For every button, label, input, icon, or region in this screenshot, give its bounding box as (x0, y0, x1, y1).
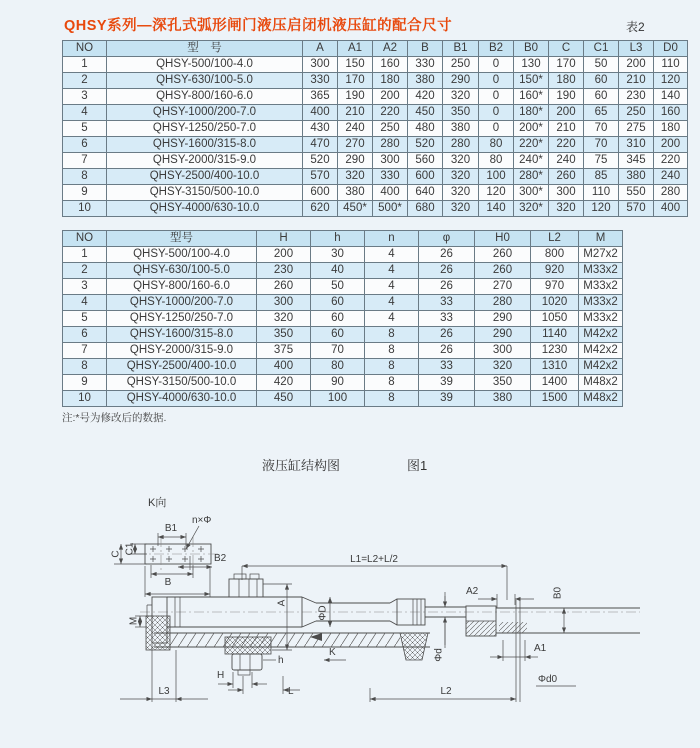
value-cell: 250 (619, 105, 654, 121)
value-cell: 9 (63, 375, 107, 391)
table-header-row (63, 231, 623, 247)
value-cell: 4 (365, 311, 419, 327)
table-row (63, 89, 688, 105)
table-row (63, 153, 688, 169)
model-cell: QHSY-1600/315-8.0 (107, 137, 303, 153)
value-cell: 320* (514, 201, 549, 217)
value-cell: 200 (549, 105, 584, 121)
column-header: A2 (373, 41, 408, 57)
value-cell: 150* (514, 73, 549, 89)
value-cell: 230 (619, 89, 654, 105)
value-cell: 320 (443, 169, 479, 185)
value-cell: 260 (549, 169, 584, 185)
model-cell: QHSY-630/100-5.0 (107, 263, 257, 279)
dim-label-b: B (164, 577, 172, 588)
value-cell: 250 (443, 57, 479, 73)
value-cell: 380 (443, 121, 479, 137)
value-cell: 50 (584, 57, 619, 73)
value-cell: 80 (311, 359, 365, 375)
value-cell: 400 (303, 105, 338, 121)
value-cell: 250 (373, 121, 408, 137)
value-cell: 26 (419, 343, 475, 359)
model-cell: QHSY-630/100-5.0 (107, 73, 303, 89)
value-cell: 230 (257, 263, 311, 279)
value-cell: 0 (479, 73, 514, 89)
dim-label-b2: B2 (214, 553, 227, 564)
value-cell: 80 (479, 153, 514, 169)
value-cell: M48x2 (579, 375, 623, 391)
value-cell: 1 (63, 57, 107, 73)
value-cell: 0 (479, 89, 514, 105)
value-cell: M27x2 (579, 247, 623, 263)
value-cell: 70 (584, 121, 619, 137)
model-cell: QHSY-1000/200-7.0 (107, 295, 257, 311)
value-cell: 10 (63, 391, 107, 407)
value-cell: 290 (338, 153, 373, 169)
value-cell: 120 (584, 201, 619, 217)
value-cell: 450* (338, 201, 373, 217)
value-cell: 520 (408, 137, 443, 153)
value-cell: 8 (365, 375, 419, 391)
value-cell: 4 (365, 247, 419, 263)
dim-label-b1: B1 (164, 523, 178, 534)
value-cell: 6 (63, 137, 107, 153)
value-cell: 70 (311, 343, 365, 359)
model-cell: QHSY-3150/500-10.0 (107, 375, 257, 391)
value-cell: 290 (475, 311, 531, 327)
value-cell: 160* (514, 89, 549, 105)
dim-label-l: L (288, 686, 294, 697)
table-row (63, 311, 623, 327)
value-cell: 275 (619, 121, 654, 137)
value-cell: 240 (549, 153, 584, 169)
value-cell: 300 (475, 343, 531, 359)
value-cell: 140 (479, 201, 514, 217)
value-cell: 75 (584, 153, 619, 169)
value-cell: 600 (303, 185, 338, 201)
value-cell: M33x2 (579, 263, 623, 279)
dim-label-l1: L1=L2+L/2 (350, 554, 398, 565)
value-cell: 4 (63, 295, 107, 311)
value-cell: 160 (373, 57, 408, 73)
value-cell: 270 (475, 279, 531, 295)
value-cell: 400 (257, 359, 311, 375)
value-cell: 240* (514, 153, 549, 169)
table-row (63, 185, 688, 201)
value-cell: M48x2 (579, 391, 623, 407)
value-cell: 170 (549, 57, 584, 73)
dimension-table-2 (62, 230, 623, 407)
value-cell: M33x2 (579, 311, 623, 327)
value-cell: 480 (408, 121, 443, 137)
column-header: C (549, 41, 584, 57)
dim-label-n-phi: n×Φ (192, 515, 212, 526)
column-header: 型 号 (107, 41, 303, 57)
value-cell: 8 (365, 327, 419, 343)
value-cell: 240 (654, 169, 688, 185)
value-cell: 1020 (531, 295, 579, 311)
value-cell: 2 (63, 73, 107, 89)
dim-label-phi-d-cap: ΦD (317, 605, 329, 621)
column-header: φ (419, 231, 475, 247)
dim-label-c1: C1 (124, 542, 136, 556)
table-row (63, 169, 688, 185)
dim-label-phi-d: Φd (433, 648, 445, 662)
column-header: D0 (654, 41, 688, 57)
value-cell: 350 (257, 327, 311, 343)
value-cell: 180* (514, 105, 549, 121)
model-cell: QHSY-800/160-6.0 (107, 89, 303, 105)
value-cell: M42x2 (579, 327, 623, 343)
value-cell: 160 (654, 105, 688, 121)
value-cell: 800 (531, 247, 579, 263)
value-cell: 300 (373, 153, 408, 169)
value-cell: 130 (514, 57, 549, 73)
column-header: h (311, 231, 365, 247)
value-cell: 0 (479, 121, 514, 137)
value-cell: 380 (408, 73, 443, 89)
column-header: B1 (443, 41, 479, 57)
value-cell: 350 (475, 375, 531, 391)
value-cell: 270 (338, 137, 373, 153)
value-cell: 8 (365, 391, 419, 407)
value-cell: 365 (303, 89, 338, 105)
value-cell: 310 (619, 137, 654, 153)
dim-label-c: C (110, 550, 122, 558)
value-cell: 180 (549, 73, 584, 89)
value-cell: 65 (584, 105, 619, 121)
dim-label-b0: B0 (552, 586, 564, 600)
value-cell: 560 (408, 153, 443, 169)
value-cell: 320 (443, 201, 479, 217)
value-cell: 380 (475, 391, 531, 407)
value-cell: 420 (408, 89, 443, 105)
value-cell: 5 (63, 121, 107, 137)
value-cell: 200* (514, 121, 549, 137)
value-cell: 300* (514, 185, 549, 201)
column-header: C1 (584, 41, 619, 57)
value-cell: 330 (408, 57, 443, 73)
value-cell: 0 (479, 57, 514, 73)
value-cell: 200 (373, 89, 408, 105)
value-cell: 26 (419, 327, 475, 343)
value-cell: 450 (257, 391, 311, 407)
value-cell: 320 (443, 153, 479, 169)
column-header: B (408, 41, 443, 57)
dim-label-a2: A2 (466, 586, 479, 597)
value-cell: 7 (63, 343, 107, 359)
value-cell: 290 (475, 327, 531, 343)
dim-label-h: h (278, 655, 284, 666)
cylinder-structure-diagram (55, 488, 700, 748)
value-cell: 85 (584, 169, 619, 185)
value-cell: 33 (419, 359, 475, 375)
value-cell: 190 (338, 89, 373, 105)
value-cell: 320 (475, 359, 531, 375)
value-cell: 2 (63, 263, 107, 279)
value-cell: 6 (63, 327, 107, 343)
value-cell: 1140 (531, 327, 579, 343)
value-cell: 220 (654, 153, 688, 169)
value-cell: 420 (257, 375, 311, 391)
value-cell: 3 (63, 279, 107, 295)
value-cell: 320 (549, 201, 584, 217)
dim-label-a1: A1 (534, 643, 547, 654)
model-cell: QHSY-2000/315-9.0 (107, 343, 257, 359)
value-cell: 520 (303, 153, 338, 169)
model-cell: QHSY-500/100-4.0 (107, 247, 257, 263)
value-cell: 1400 (531, 375, 579, 391)
model-cell: QHSY-1250/250-7.0 (107, 121, 303, 137)
value-cell: 26 (419, 263, 475, 279)
value-cell: 680 (408, 201, 443, 217)
value-cell: 400 (654, 201, 688, 217)
model-cell: QHSY-4000/630-10.0 (107, 201, 303, 217)
value-cell: 5 (63, 311, 107, 327)
column-header: NO (63, 41, 107, 57)
table-row (63, 247, 623, 263)
value-cell: 330 (303, 73, 338, 89)
page-title: QHSY系列—深孔式弧形闸门液压启闭机液压缸的配合尺寸 (64, 18, 453, 34)
value-cell: 90 (311, 375, 365, 391)
value-cell: 570 (619, 201, 654, 217)
value-cell: 50 (311, 279, 365, 295)
table-number-tag: 表2 (626, 20, 645, 34)
dim-label-a: A (276, 599, 288, 607)
value-cell: 60 (311, 295, 365, 311)
value-cell: 345 (619, 153, 654, 169)
model-cell: QHSY-2500/400-10.0 (107, 169, 303, 185)
model-cell: QHSY-800/160-6.0 (107, 279, 257, 295)
value-cell: 280 (475, 295, 531, 311)
value-cell: M33x2 (579, 279, 623, 295)
value-cell: 60 (584, 73, 619, 89)
value-cell: 280 (443, 137, 479, 153)
column-header: 型号 (107, 231, 257, 247)
table-row (63, 263, 623, 279)
value-cell: 200 (257, 247, 311, 263)
value-cell: 300 (257, 295, 311, 311)
k-view-label: K向 (148, 497, 167, 509)
value-cell: 220* (514, 137, 549, 153)
value-cell: 180 (373, 73, 408, 89)
figure-tag: 图1 (407, 458, 428, 473)
model-cell: QHSY-1250/250-7.0 (107, 311, 257, 327)
value-cell: 210 (549, 121, 584, 137)
value-cell: 9 (63, 185, 107, 201)
value-cell: 500* (373, 201, 408, 217)
model-cell: QHSY-3150/500-10.0 (107, 185, 303, 201)
value-cell: 320 (443, 185, 479, 201)
value-cell: 920 (531, 263, 579, 279)
footnote: 注:*号为修改后的数据. (62, 412, 167, 424)
value-cell: 1230 (531, 343, 579, 359)
table-row (63, 279, 623, 295)
dim-label-h-cap: H (217, 670, 225, 681)
column-header: n (365, 231, 419, 247)
value-cell: 150 (338, 57, 373, 73)
value-cell: 600 (408, 169, 443, 185)
value-cell: 210 (338, 105, 373, 121)
value-cell: 220 (373, 105, 408, 121)
value-cell: 430 (303, 121, 338, 137)
value-cell: 3 (63, 89, 107, 105)
dim-label-phi-d0: Φd0 (538, 674, 558, 685)
table-row (63, 137, 688, 153)
value-cell: 320 (443, 89, 479, 105)
column-header: A1 (338, 41, 373, 57)
value-cell: 30 (311, 247, 365, 263)
column-header: A (303, 41, 338, 57)
column-header: H0 (475, 231, 531, 247)
dim-label-k: K (329, 647, 336, 658)
figure-caption: 液压缸结构图 (262, 458, 341, 473)
value-cell: 550 (619, 185, 654, 201)
table-row (63, 375, 623, 391)
value-cell: 375 (257, 343, 311, 359)
column-header: L2 (531, 231, 579, 247)
value-cell: 320 (338, 169, 373, 185)
table-row (63, 391, 623, 407)
value-cell: 300 (549, 185, 584, 201)
value-cell: 8 (63, 169, 107, 185)
dim-label-l2: L2 (440, 686, 452, 697)
column-header: H (257, 231, 311, 247)
table-row (63, 327, 623, 343)
value-cell: 190 (549, 89, 584, 105)
value-cell: 320 (257, 311, 311, 327)
value-cell: 380 (619, 169, 654, 185)
value-cell: 110 (584, 185, 619, 201)
value-cell: 280 (654, 185, 688, 201)
value-cell: 240 (338, 121, 373, 137)
value-cell: 260 (257, 279, 311, 295)
value-cell: 1 (63, 247, 107, 263)
value-cell: 26 (419, 247, 475, 263)
value-cell: 180 (654, 121, 688, 137)
value-cell: 33 (419, 311, 475, 327)
value-cell: 970 (531, 279, 579, 295)
value-cell: 4 (365, 295, 419, 311)
model-cell: QHSY-4000/630-10.0 (107, 391, 257, 407)
dim-label-m: M (128, 616, 140, 626)
value-cell: 470 (303, 137, 338, 153)
dim-label-l3: L3 (158, 686, 170, 697)
value-cell: 80 (479, 137, 514, 153)
value-cell: 70 (584, 137, 619, 153)
value-cell: 280* (514, 169, 549, 185)
value-cell: 140 (654, 89, 688, 105)
value-cell: 60 (311, 311, 365, 327)
table-row (63, 57, 688, 73)
value-cell: 640 (408, 185, 443, 201)
column-header: L3 (619, 41, 654, 57)
value-cell: 280 (373, 137, 408, 153)
value-cell: 4 (365, 279, 419, 295)
model-cell: QHSY-1000/200-7.0 (107, 105, 303, 121)
value-cell: 120 (479, 185, 514, 201)
value-cell: 100 (479, 169, 514, 185)
table-row (63, 121, 688, 137)
value-cell: 8 (365, 343, 419, 359)
model-cell: QHSY-2500/400-10.0 (107, 359, 257, 375)
column-header: B0 (514, 41, 549, 57)
value-cell: 200 (619, 57, 654, 73)
value-cell: 400 (373, 185, 408, 201)
value-cell: 120 (654, 73, 688, 89)
table-row (63, 73, 688, 89)
value-cell: 620 (303, 201, 338, 217)
table-row (63, 105, 688, 121)
value-cell: 0 (479, 105, 514, 121)
value-cell: 4 (63, 105, 107, 121)
value-cell: 570 (303, 169, 338, 185)
value-cell: 7 (63, 153, 107, 169)
value-cell: 170 (338, 73, 373, 89)
value-cell: 100 (311, 391, 365, 407)
value-cell: 8 (63, 359, 107, 375)
column-header: B2 (479, 41, 514, 57)
value-cell: 26 (419, 279, 475, 295)
value-cell: 220 (549, 137, 584, 153)
value-cell: 260 (475, 247, 531, 263)
value-cell: M42x2 (579, 343, 623, 359)
value-cell: M33x2 (579, 295, 623, 311)
value-cell: 380 (338, 185, 373, 201)
value-cell: 33 (419, 295, 475, 311)
value-cell: 10 (63, 201, 107, 217)
dimension-table-1 (62, 40, 688, 217)
model-cell: QHSY-1600/315-8.0 (107, 327, 257, 343)
table-row (63, 201, 688, 217)
value-cell: 300 (303, 57, 338, 73)
model-cell: QHSY-2000/315-9.0 (107, 153, 303, 169)
value-cell: 210 (619, 73, 654, 89)
model-cell: QHSY-500/100-4.0 (107, 57, 303, 73)
value-cell: 1050 (531, 311, 579, 327)
value-cell: M42x2 (579, 359, 623, 375)
value-cell: 110 (654, 57, 688, 73)
value-cell: 200 (654, 137, 688, 153)
value-cell: 290 (443, 73, 479, 89)
table-row (63, 359, 623, 375)
table-row (63, 295, 623, 311)
table-row (63, 343, 623, 359)
value-cell: 8 (365, 359, 419, 375)
value-cell: 39 (419, 375, 475, 391)
value-cell: 60 (584, 89, 619, 105)
value-cell: 1310 (531, 359, 579, 375)
column-header: NO (63, 231, 107, 247)
value-cell: 260 (475, 263, 531, 279)
table-header-row (63, 41, 688, 57)
value-cell: 39 (419, 391, 475, 407)
value-cell: 60 (311, 327, 365, 343)
value-cell: 450 (408, 105, 443, 121)
value-cell: 330 (373, 169, 408, 185)
value-cell: 40 (311, 263, 365, 279)
value-cell: 1500 (531, 391, 579, 407)
value-cell: 4 (365, 263, 419, 279)
column-header: M (579, 231, 623, 247)
value-cell: 350 (443, 105, 479, 121)
